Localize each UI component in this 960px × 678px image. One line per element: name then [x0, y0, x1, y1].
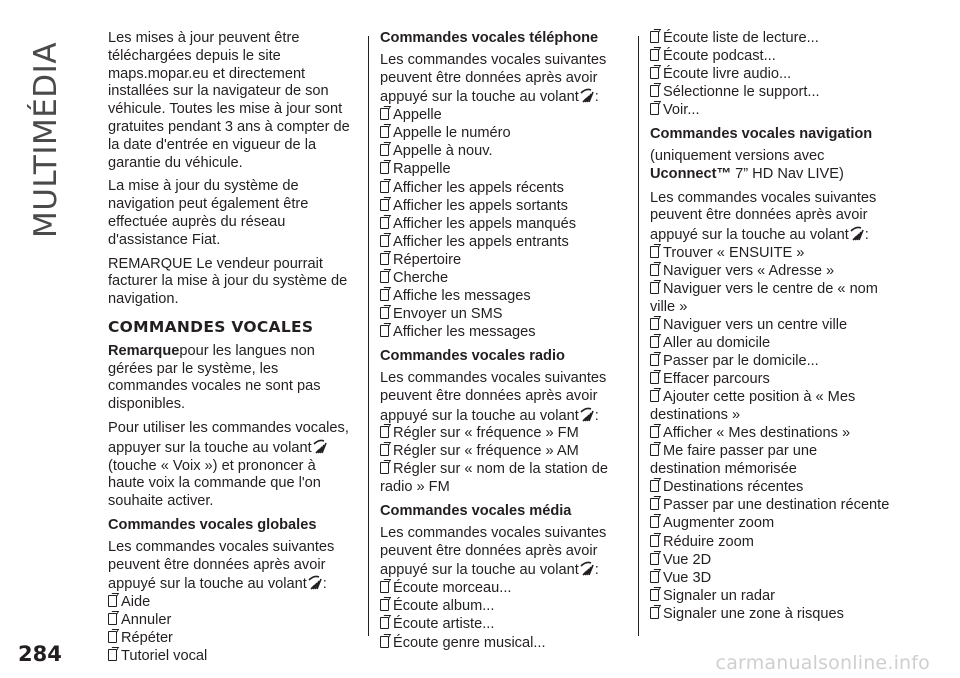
radio-commands-title: Commandes vocales radio — [380, 348, 565, 365]
checkbox-bullet-icon — [650, 67, 659, 79]
checkbox-bullet-icon — [650, 246, 659, 258]
command-text: Aide — [121, 594, 151, 611]
voice-command-icon — [580, 560, 594, 576]
checkbox-bullet-icon — [650, 336, 659, 348]
media-commands-list — [380, 580, 624, 652]
language-remark — [108, 343, 356, 414]
command-list-item — [650, 30, 890, 48]
command-text: Afficher les appels entrants — [393, 233, 569, 250]
radio-intro-text: Les commandes vocales suivantes peuvent être données après avoir appuyé sur la touche au volant — [380, 369, 607, 424]
command-list-item — [380, 443, 624, 461]
command-list-item — [380, 234, 624, 252]
command-list-item — [650, 534, 890, 552]
command-text: Envoyer un SMS — [393, 306, 503, 323]
command-text: Passer par le domicile... — [663, 353, 819, 370]
side-section-title-text: MULTIMÉDIA — [28, 41, 64, 239]
checkbox-bullet-icon — [380, 126, 389, 138]
command-list-item — [650, 48, 890, 66]
checkbox-bullet-icon — [380, 253, 389, 265]
command-list-item — [380, 324, 624, 342]
command-text: Réduire zoom — [663, 533, 754, 550]
media-commands-title: Commandes vocales média — [380, 503, 572, 520]
command-text: Écoute artiste... — [393, 616, 495, 633]
command-text: Voir... — [663, 102, 700, 119]
checkbox-bullet-icon — [380, 108, 389, 120]
command-text: Naviguer vers un centre ville — [663, 317, 848, 334]
command-list-item — [650, 102, 890, 120]
checkbox-bullet-icon — [380, 636, 389, 648]
update-paragraph: Les mises à jour peuvent être téléchargées depuis le site maps.mopar.eu et directement installées sur la navigateur de son véhicule. Toutes les mise à jour sont gratuites pendant 3 ans à compter de la date d'entrée en vigueur de la garantie du véhicule. — [108, 30, 350, 171]
checkbox-bullet-icon — [380, 581, 389, 593]
command-text: Vue 3D — [663, 569, 712, 586]
command-text: Signaler une zone à risques — [663, 605, 844, 622]
checkbox-bullet-icon — [108, 649, 117, 661]
navigation-commands-intro — [650, 190, 890, 245]
command-text: Naviguer vers « Adresse » — [663, 263, 835, 280]
section-title-voice-commands: COMMANDES VOCALES — [108, 317, 314, 336]
colon: : — [322, 576, 327, 593]
command-list-item — [380, 143, 624, 161]
column-divider-1 — [368, 36, 369, 636]
nav-note-brand: Uconnect™ — [650, 165, 732, 182]
command-list-item — [380, 125, 624, 143]
command-text: Appelle à nouv. — [393, 143, 493, 160]
checkbox-bullet-icon — [650, 264, 659, 276]
command-list-item — [380, 216, 624, 234]
voice-command-icon — [308, 574, 322, 590]
command-list-item — [650, 479, 890, 497]
checkbox-bullet-icon — [650, 553, 659, 565]
command-list-item — [650, 497, 890, 515]
command-list-item — [650, 245, 890, 263]
phone-commands-intro — [380, 52, 624, 107]
command-text: Afficher les appels récents — [393, 179, 564, 196]
checkbox-bullet-icon — [650, 372, 659, 384]
checkbox-bullet-icon — [650, 498, 659, 510]
navigation-commands-list — [650, 245, 890, 624]
command-text: Appelle le numéro — [393, 125, 511, 142]
nav-note-before: (uniquement versions avec — [650, 147, 825, 164]
command-list-item — [380, 425, 624, 443]
command-list-item — [650, 425, 890, 443]
command-list-item — [650, 606, 890, 624]
command-text: Régler sur « nom de la station de radio » FM — [380, 461, 608, 496]
usage-text-before: Pour utiliser les commandes vocales, appuyer sur la touche au volant — [108, 419, 349, 456]
command-text: Écoute livre audio... — [663, 66, 792, 83]
media-intro-text: Les commandes vocales suivantes peuvent être données après avoir appuyé sur la touche au volant — [380, 524, 607, 579]
command-list-item — [650, 389, 890, 425]
checkbox-bullet-icon — [380, 599, 389, 611]
colon: : — [594, 562, 599, 579]
checkbox-bullet-icon — [650, 282, 659, 294]
update-dealer-paragraph: La mise à jour du système de navigation peut également être effectuée auprès du réseau d'assistance Fiat. — [108, 178, 309, 248]
command-text: Afficher les appels manqués — [393, 215, 577, 232]
command-list-item — [108, 630, 356, 648]
command-list-item — [380, 616, 624, 634]
phone-commands-list — [380, 107, 624, 342]
checkbox-bullet-icon — [650, 103, 659, 115]
voice-command-icon — [313, 438, 327, 454]
checkbox-bullet-icon — [380, 271, 389, 283]
command-list-item — [380, 461, 624, 497]
checkbox-bullet-icon — [380, 144, 389, 156]
command-list-item — [380, 198, 624, 216]
phone-intro-text: Les commandes vocales suivantes peuvent être données après avoir appuyé sur la touche au volant — [380, 51, 607, 106]
command-list-item — [380, 270, 624, 288]
remark-label: Remarque — [108, 342, 180, 359]
command-list-item — [380, 252, 624, 270]
command-text: Écoute liste de lecture... — [663, 30, 819, 46]
checkbox-bullet-icon — [108, 631, 117, 643]
command-text: Répéter — [121, 630, 173, 647]
colon: : — [864, 227, 869, 244]
column-divider-2 — [638, 36, 639, 636]
checkbox-bullet-icon — [650, 444, 659, 456]
command-list-item — [380, 306, 624, 324]
command-list-item — [650, 281, 890, 317]
command-text: Écoute album... — [393, 598, 495, 615]
command-list-item — [650, 552, 890, 570]
checkbox-bullet-icon — [650, 571, 659, 583]
command-text: Vue 2D — [663, 551, 712, 568]
command-list-item — [108, 612, 356, 630]
media-commands-list-continued — [650, 30, 890, 120]
command-text: Appelle — [393, 107, 442, 124]
checkbox-bullet-icon — [650, 49, 659, 61]
command-text: Trouver « ENSUITE » — [663, 244, 805, 261]
command-text: Me faire passer par une destination mémorisée — [650, 443, 818, 478]
usage-paragraph — [108, 420, 356, 511]
command-text: Ajouter cette position à « Mes destinations » — [650, 389, 856, 424]
checkbox-bullet-icon — [650, 318, 659, 330]
global-intro-text: Les commandes vocales suivantes peuvent être données après avoir appuyé sur la touche au volant — [108, 538, 335, 593]
command-text: Afficher les appels sortants — [393, 197, 568, 214]
command-text: Rappelle — [393, 161, 451, 178]
command-list-item — [650, 353, 890, 371]
checkbox-bullet-icon — [380, 199, 389, 211]
checkbox-bullet-icon — [650, 516, 659, 528]
checkbox-bullet-icon — [650, 480, 659, 492]
side-section-title — [16, 30, 76, 250]
command-text: Naviguer vers le centre de « nom ville » — [650, 281, 878, 315]
phone-commands-title: Commandes vocales téléphone — [380, 30, 599, 46]
command-text: Augmenter zoom — [663, 515, 775, 532]
checkbox-bullet-icon — [380, 162, 389, 174]
checkbox-bullet-icon — [650, 535, 659, 547]
command-list-item — [380, 288, 624, 306]
checkbox-bullet-icon — [108, 613, 117, 625]
page-number: 284 — [18, 642, 62, 666]
command-list-item — [650, 263, 890, 281]
remark-paragraph: REMARQUE Le vendeur pourrait facturer la mise à jour du système de navigation. — [108, 255, 348, 308]
voice-command-icon — [580, 406, 594, 422]
command-text: Effacer parcours — [663, 371, 770, 388]
command-list-item — [380, 635, 624, 653]
command-text: Afficher les messages — [393, 324, 536, 341]
command-list-item — [650, 588, 890, 606]
command-text: Affiche les messages — [393, 288, 531, 305]
command-text: Aller au domicile — [663, 335, 771, 352]
checkbox-bullet-icon — [380, 289, 389, 301]
radio-commands-intro — [380, 370, 624, 425]
command-list-item — [380, 107, 624, 125]
command-list-item — [108, 648, 356, 666]
command-list-item — [380, 580, 624, 598]
checkbox-bullet-icon — [650, 589, 659, 601]
command-list-item — [380, 161, 624, 179]
watermark: carmanualsonline.info — [715, 652, 930, 674]
command-list-item — [650, 443, 890, 479]
checkbox-bullet-icon — [650, 607, 659, 619]
command-text: Sélectionne le support... — [663, 84, 820, 101]
navigation-version-note — [650, 148, 890, 184]
voice-command-icon — [850, 225, 864, 241]
nav-intro-text: Les commandes vocales suivantes peuvent être données après avoir appuyé sur la touche au volant — [650, 189, 877, 244]
voice-command-icon — [580, 87, 594, 103]
column-3 — [650, 30, 890, 630]
usage-text-after: (touche « Voix ») et prononcer à haute voix la commande que l'on souhaite activer. — [108, 457, 321, 510]
global-commands-list — [108, 594, 356, 666]
checkbox-bullet-icon — [650, 354, 659, 366]
checkbox-bullet-icon — [650, 31, 659, 43]
checkbox-bullet-icon — [380, 325, 389, 337]
checkbox-bullet-icon — [650, 85, 659, 97]
command-text: Répertoire — [393, 251, 462, 268]
command-list-item — [650, 66, 890, 84]
checkbox-bullet-icon — [380, 426, 389, 438]
checkbox-bullet-icon — [380, 444, 389, 456]
global-commands-intro — [108, 539, 356, 594]
global-commands-title: Commandes vocales globales — [108, 516, 317, 533]
command-text: Régler sur « fréquence » AM — [393, 443, 579, 460]
command-list-item — [108, 594, 356, 612]
media-commands-intro — [380, 525, 624, 580]
checkbox-bullet-icon — [380, 617, 389, 629]
checkbox-bullet-icon — [380, 462, 389, 474]
command-text: Régler sur « fréquence » FM — [393, 425, 579, 442]
command-text: Annuler — [121, 612, 172, 629]
command-list-item — [650, 335, 890, 353]
column-1 — [108, 30, 356, 672]
nav-note-after: 7” HD Nav LIVE) — [735, 165, 844, 182]
command-text: Afficher « Mes destinations » — [663, 425, 851, 442]
command-list-item — [650, 317, 890, 335]
checkbox-bullet-icon — [108, 595, 117, 607]
remark-text: pour les langues non gérées par le système, les commandes vocales ne sont pas disponibles. — [108, 342, 321, 413]
command-text: Passer par une destination récente — [663, 497, 890, 514]
command-list-item — [650, 570, 890, 588]
command-text: Écoute morceau... — [393, 580, 512, 597]
command-text: Tutoriel vocal — [121, 648, 208, 665]
command-list-item — [650, 371, 890, 389]
navigation-commands-title: Commandes vocales navigation — [650, 126, 873, 143]
command-text: Cherche — [393, 270, 449, 287]
checkbox-bullet-icon — [650, 390, 659, 402]
radio-commands-list — [380, 425, 624, 497]
command-list-item — [380, 598, 624, 616]
colon: : — [594, 89, 599, 106]
command-list-item — [650, 515, 890, 533]
command-text: Écoute genre musical... — [393, 634, 546, 651]
checkbox-bullet-icon — [650, 426, 659, 438]
command-text: Destinations récentes — [663, 479, 804, 496]
colon: : — [594, 407, 599, 424]
checkbox-bullet-icon — [380, 217, 389, 229]
checkbox-bullet-icon — [380, 235, 389, 247]
command-text: Écoute podcast... — [663, 48, 776, 65]
command-list-item — [380, 180, 624, 198]
checkbox-bullet-icon — [380, 181, 389, 193]
command-list-item — [650, 84, 890, 102]
column-2 — [380, 30, 624, 658]
command-text: Signaler un radar — [663, 587, 775, 604]
checkbox-bullet-icon — [380, 307, 389, 319]
